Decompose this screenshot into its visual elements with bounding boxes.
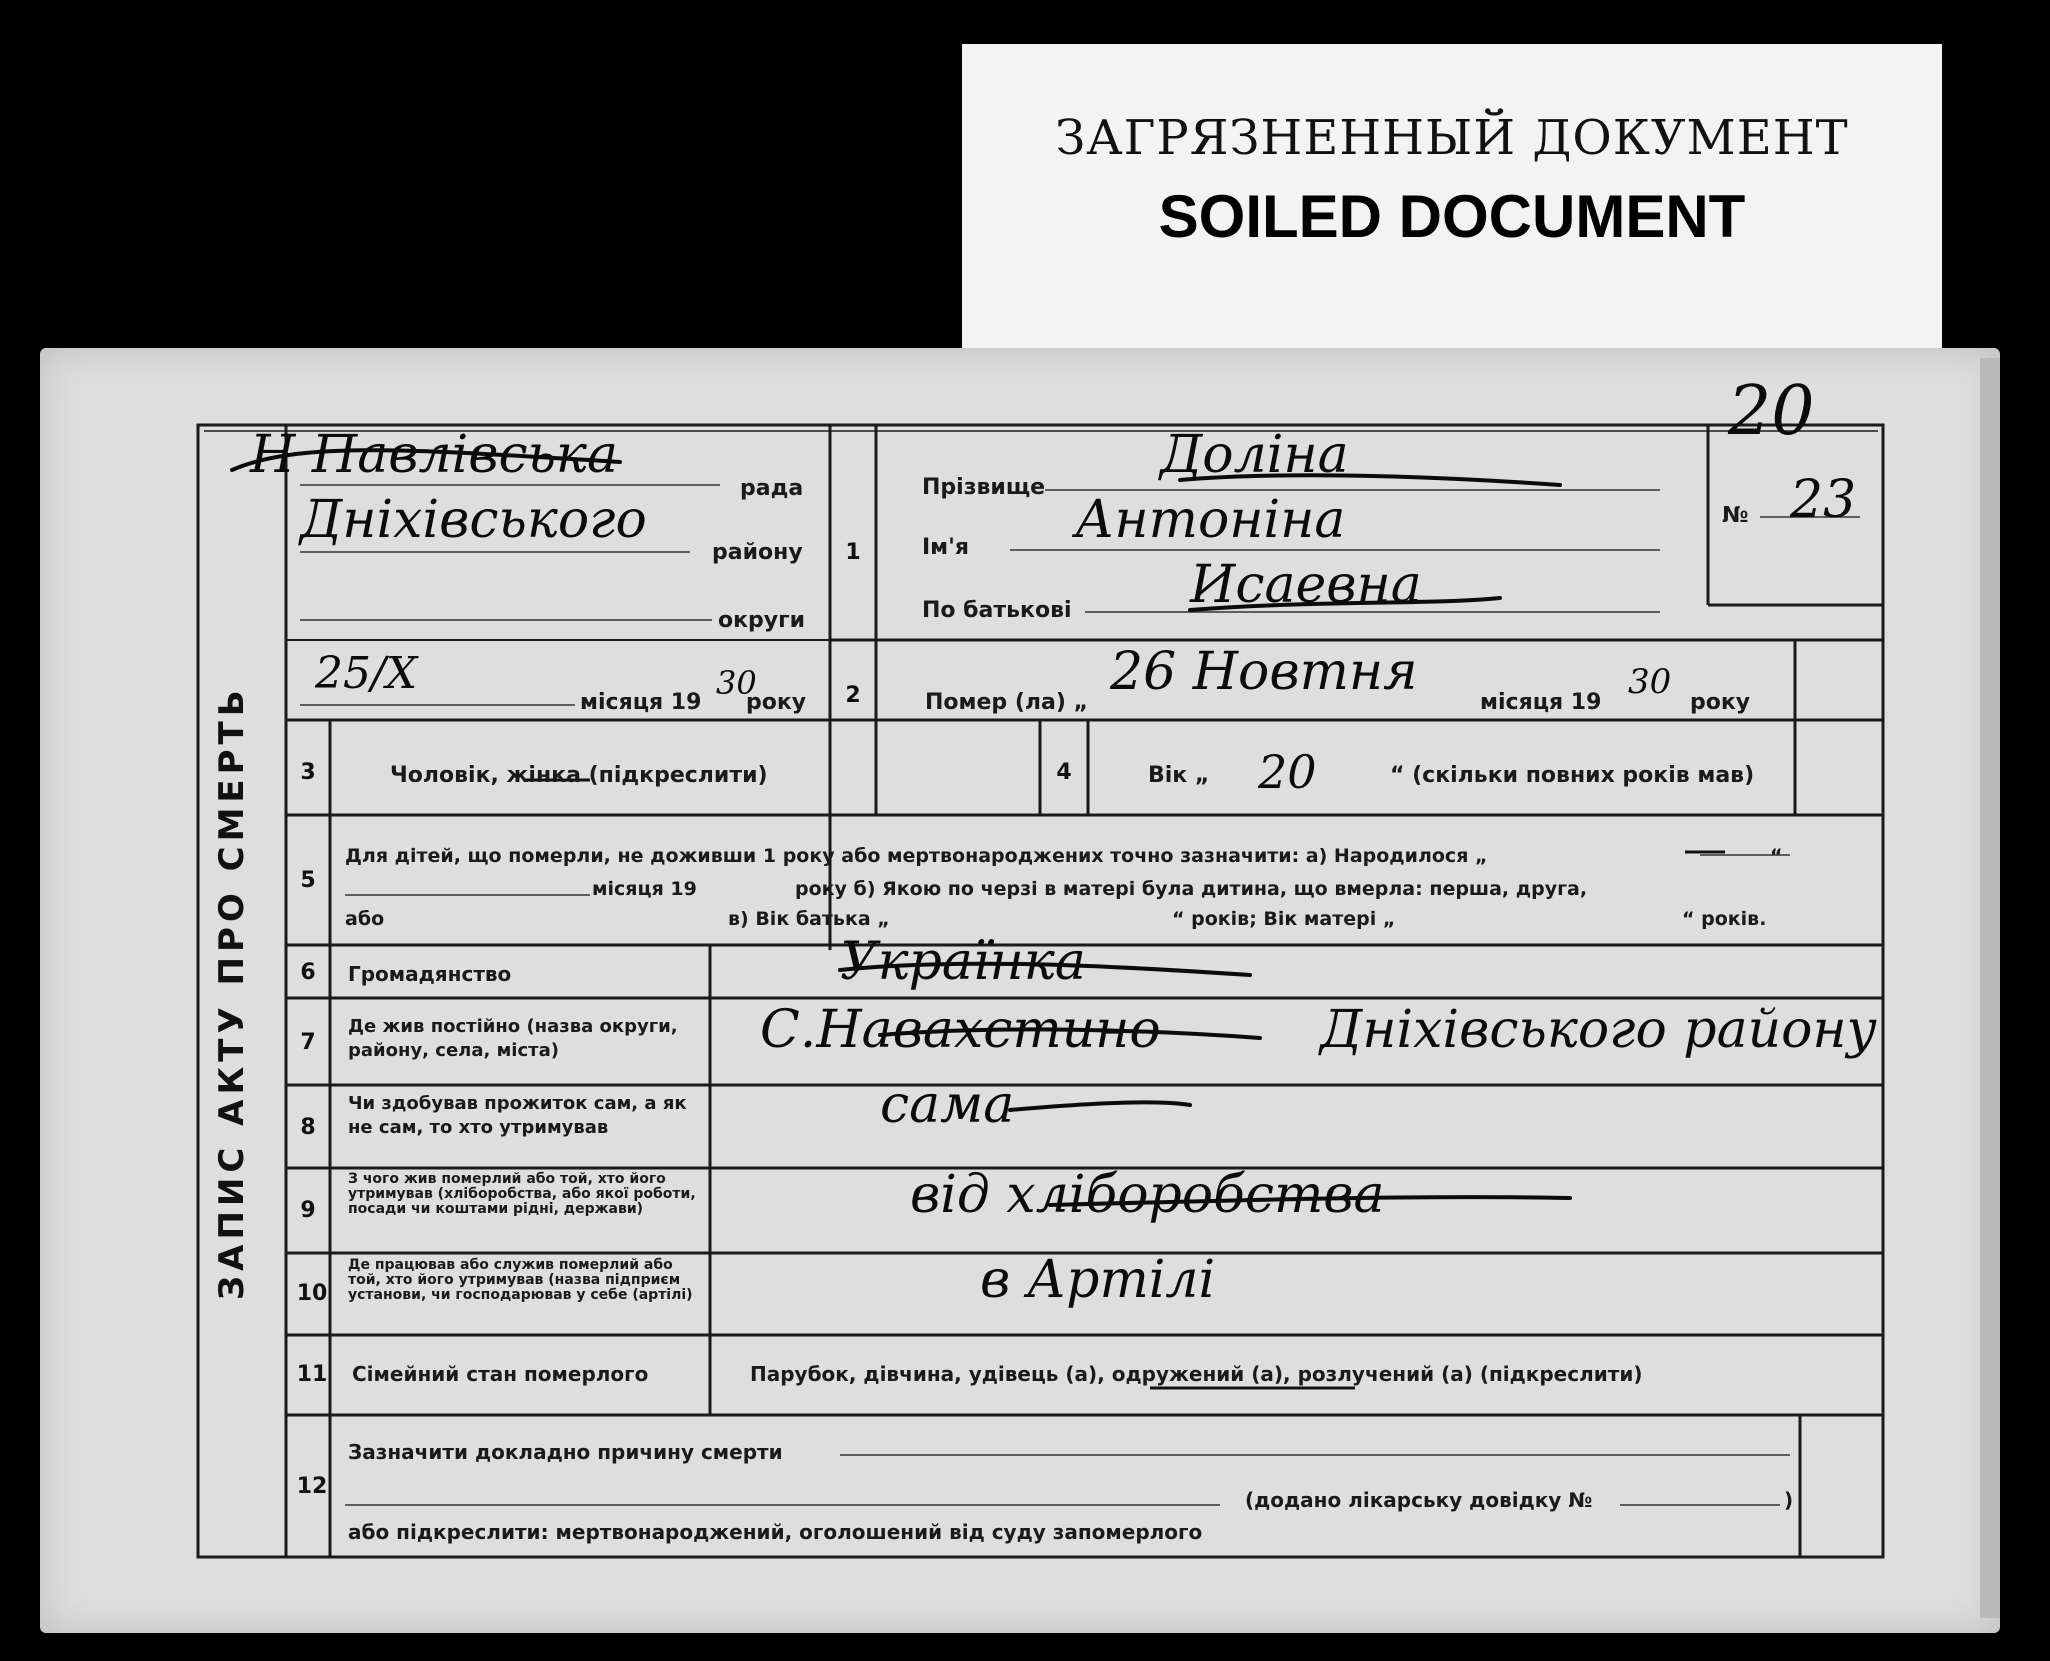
workplace-label: Де працював або служив померлий або той, хто його утримував (назва підприєм установи, чи господарював у себе (артілі) <box>348 1257 693 1303</box>
hw-surname: Доліна <box>1160 425 1349 485</box>
row-num-12: 12 <box>296 1474 328 1499</box>
name-label: Ім'я <box>922 535 970 560</box>
death-year-label: року <box>1690 690 1751 715</box>
okrugy-label: округи <box>718 608 806 633</box>
hw-death-date: 26 Новтня <box>1110 642 1418 702</box>
rada-label: рада <box>740 476 804 501</box>
number-label: № <box>1722 503 1749 528</box>
row-num-5: 5 <box>300 868 316 893</box>
children-line-3d: “ років. <box>1682 908 1767 930</box>
livelihood-label: Чи здобував прожиток сам, а як не сам, то хто утримував <box>348 1093 687 1138</box>
hw-number-top: 20 <box>1728 372 1815 451</box>
label-en: SOILED DOCUMENT <box>1158 183 1746 250</box>
hw-death-year: 30 <box>1628 662 1672 702</box>
row-num-6: 6 <box>300 960 316 985</box>
hw-source: від хліборобства <box>910 1165 1385 1225</box>
hw-council: Н Павлівська <box>250 425 618 485</box>
reg-month-label: місяця 19 <box>580 690 702 715</box>
hw-name: Антоніна <box>1075 490 1346 550</box>
died-label: Помер (ла) „ <box>925 690 1089 715</box>
citizenship-label: Громадянство <box>348 962 512 986</box>
hw-age: 20 <box>1258 745 1317 799</box>
children-line-3c: “ років; Вік матері „ <box>1172 908 1396 930</box>
children-line-2b: року б) Якою по черзі в матері була дитина, що вмерла: перша, друга, <box>795 878 1588 900</box>
hw-district: Дніхівського <box>300 490 647 550</box>
row-num-7: 7 <box>300 1030 316 1055</box>
patronymic-label: По батькові <box>922 598 1072 623</box>
row-num-10: 10 <box>296 1281 328 1306</box>
rayonu-label: району <box>712 540 803 565</box>
row-num-8: 8 <box>300 1115 316 1140</box>
cause-label: Зазначити докладно причину смерти <box>348 1440 783 1464</box>
children-line-3a: або <box>345 908 385 930</box>
reg-year-label: року <box>746 690 807 715</box>
label-ru: ЗАГРЯЗНЕННЫЙ ДОКУМЕНТ <box>1055 110 1849 166</box>
side-title: ЗАПИС АКТУ ПРО СМЕРТЬ <box>212 685 252 1300</box>
row-num-2: 2 <box>845 683 861 708</box>
doctor-note-end: ) <box>1784 1488 1794 1512</box>
surname-label: Прізвище <box>922 475 1046 500</box>
children-line-1-end: “ <box>1770 845 1783 867</box>
row-num-3: 3 <box>300 760 316 785</box>
age-label: Вік „ <box>1148 763 1210 788</box>
row-num-11: 11 <box>296 1362 328 1387</box>
hw-patronymic: Исаевна <box>1190 555 1422 615</box>
hw-number: 23 <box>1790 470 1857 530</box>
sex-label: Чоловік, жінка (підкреслити) <box>390 763 768 788</box>
marital-options: Парубок, дівчина, удівець (а), одружений (а), розлучений (а) (підкреслити) <box>750 1362 1643 1386</box>
row-num-4: 4 <box>1056 760 1072 785</box>
residence-label: Де жив постійно (назва округи, району, села, міста) <box>348 1016 678 1061</box>
hw-residence-2: Дніхівського району <box>1320 1000 1877 1060</box>
hw-citizenship: Українка <box>840 932 1086 992</box>
age-note: “ (скільки повних років мав) <box>1390 763 1755 788</box>
children-line-2a: місяця 19 <box>592 878 697 900</box>
marital-label: Сімейний стан померлого <box>352 1362 649 1386</box>
children-line-3b: в) Вік батька „ <box>728 908 890 930</box>
source-label: З чого жив померлий або той, хто його утримував (хліборобства, або якої роботи, посади чи коштами рідні, держави) <box>348 1171 696 1217</box>
children-line-1: Для дітей, що померли, не доживши 1 року або мертвонароджених точно зазначити: а) Народилося „ <box>345 845 1488 867</box>
hw-workplace: в Артілі <box>980 1250 1216 1310</box>
hw-reg-date: 25/X <box>315 648 418 699</box>
stillborn-label: або підкреслити: мертвонароджений, оголошений від суду запомерлого <box>348 1520 1203 1544</box>
doctor-note-label: (додано лікарську довідку № <box>1245 1488 1593 1512</box>
death-month-label: місяця 19 <box>1480 690 1602 715</box>
hw-livelihood: сама <box>880 1075 1015 1135</box>
hw-reg-year: 30 <box>716 664 757 702</box>
hw-residence-1: С.Навахстино <box>760 1000 1161 1060</box>
row-num-1: 1 <box>845 540 861 565</box>
row-num-9: 9 <box>300 1198 316 1223</box>
